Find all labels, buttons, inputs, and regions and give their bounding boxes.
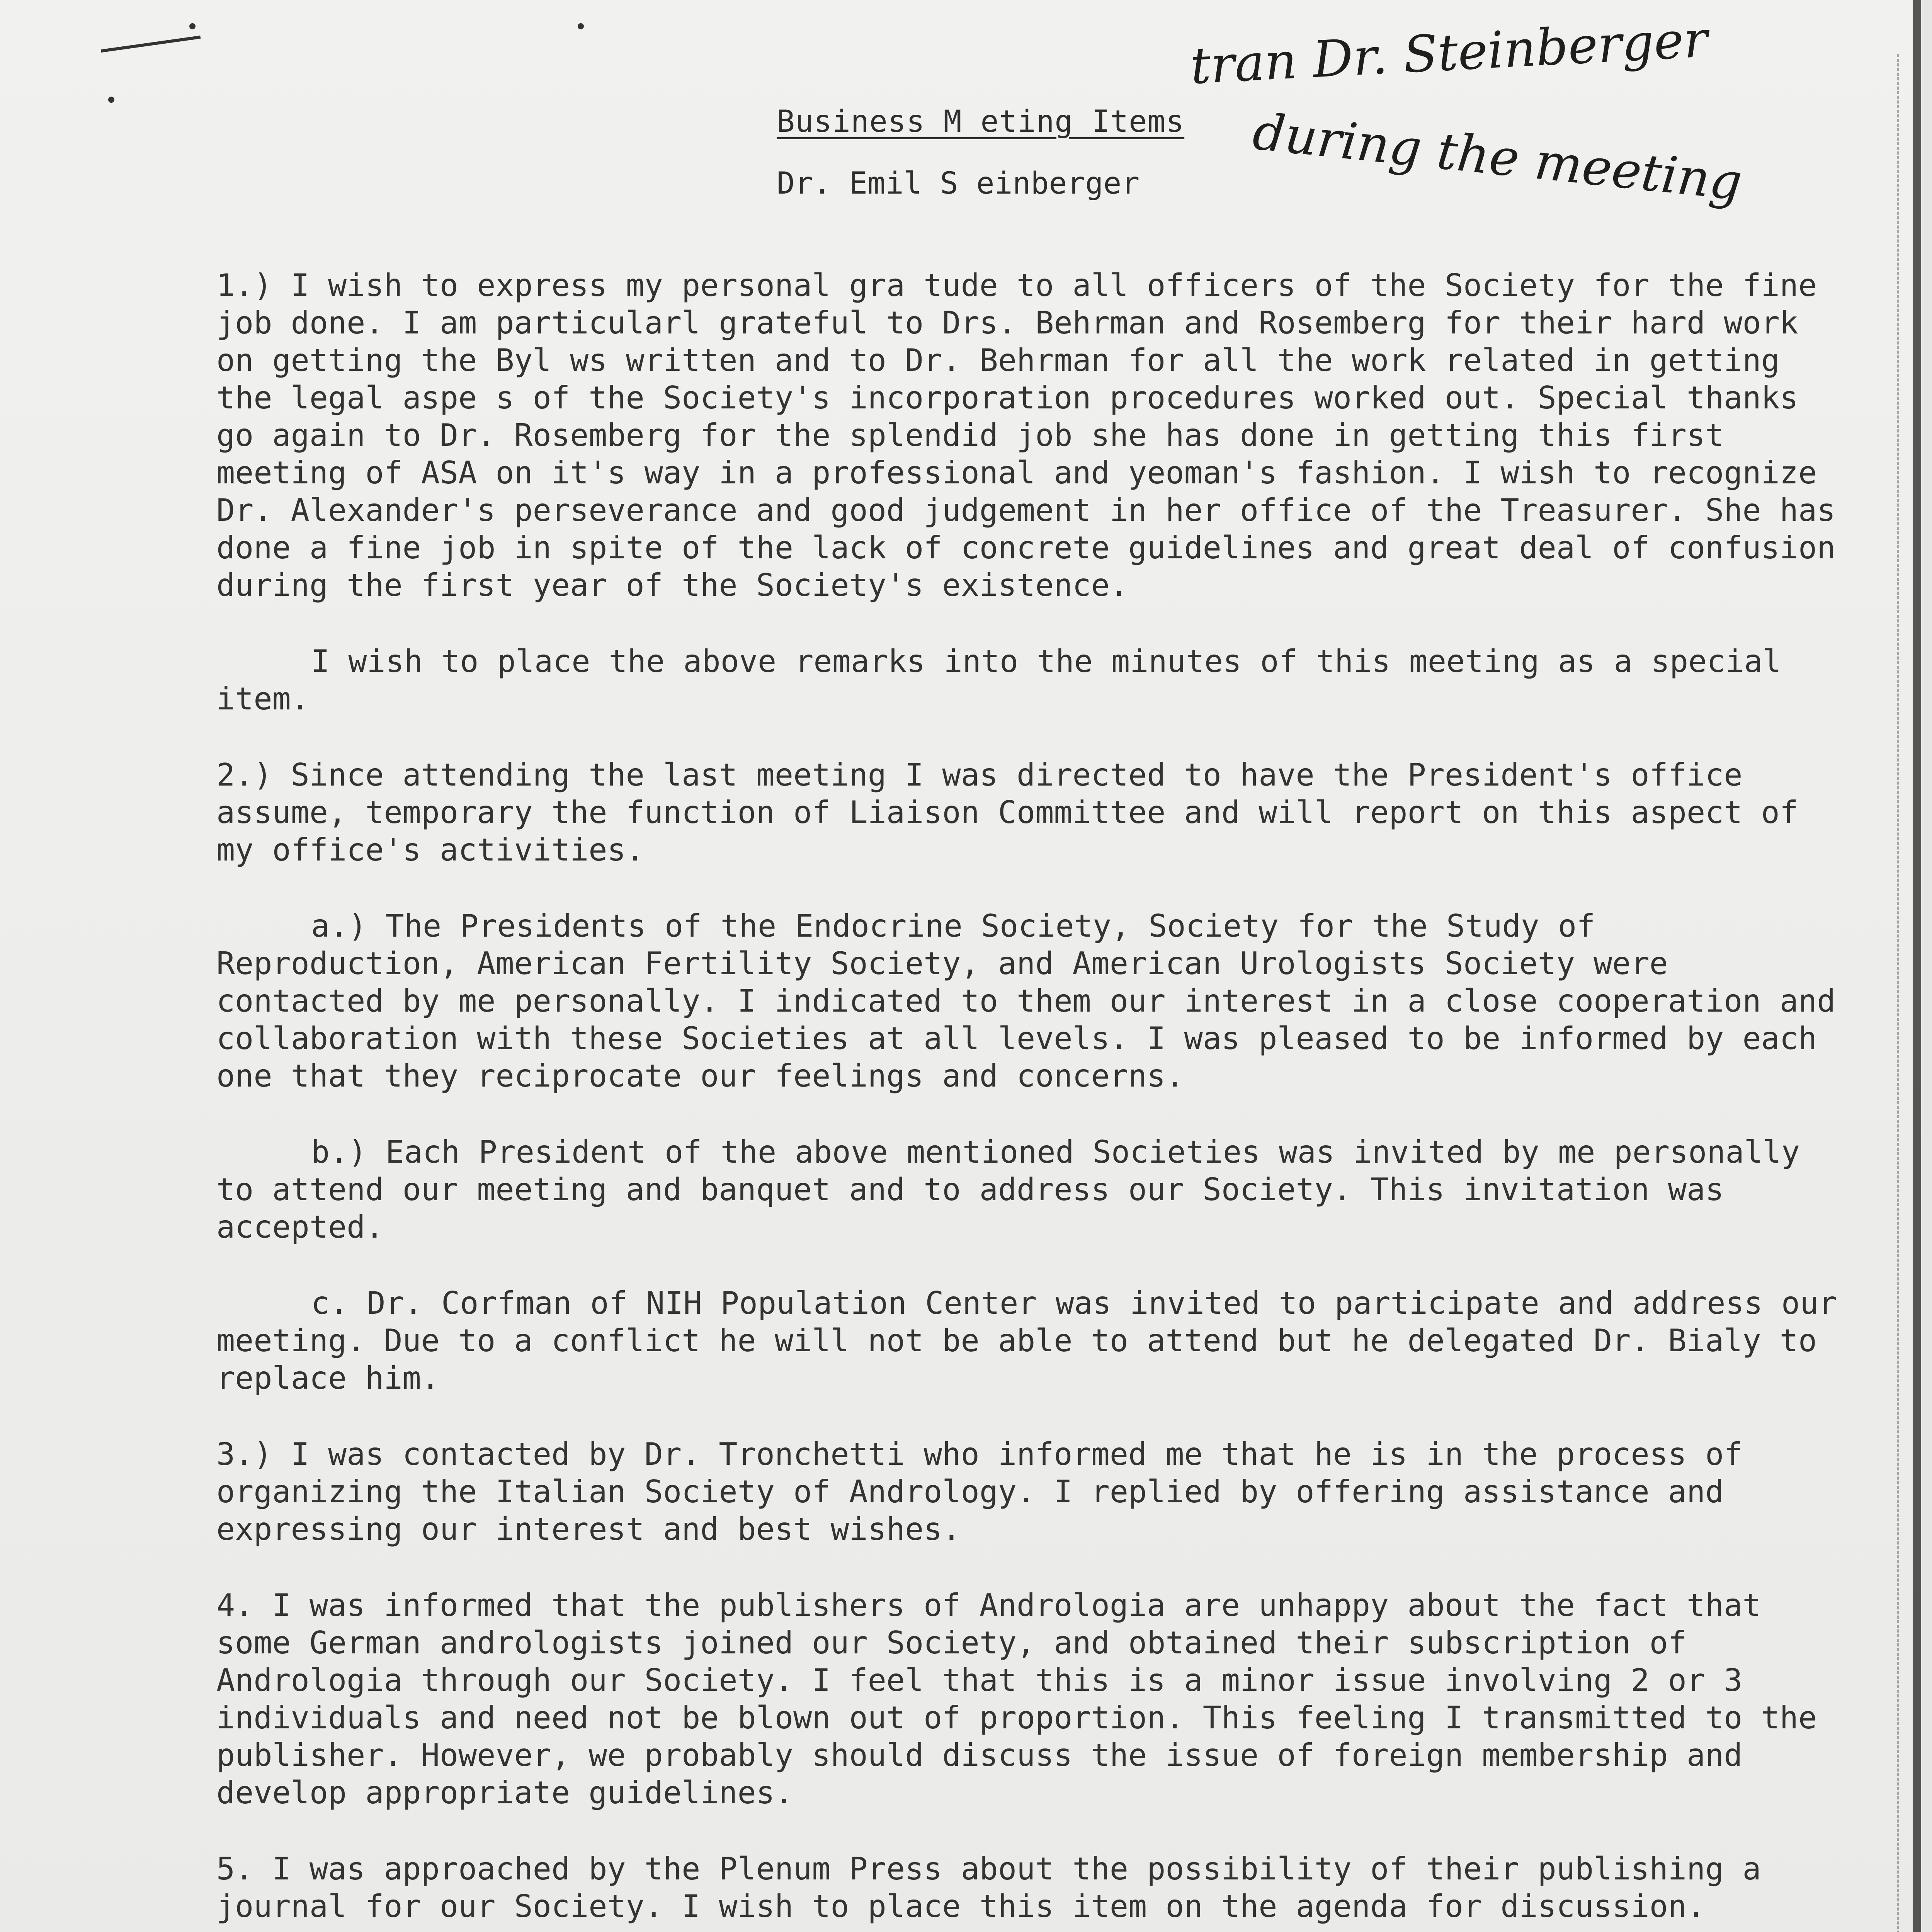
item-2a-paragraph: a.) The Presidents of the Endocrine Society, Society for the Study of Reproduction, American Fertility Society, and American Urologists Society were contacted by me personally. I indicated to them our interest in a close cooperation and collaboration with these Societies at all levels. I was pleased to be informed by each one that they reciprocate our feelings and concerns.	[216, 908, 1836, 1094]
scan-edge-border	[1913, 0, 1921, 1932]
item-2b-paragraph: b.) Each President of the above mentioned Societies was invited by me personally to attend our meeting and banquet and to address our Society. This invitation was accepted.	[216, 1134, 1800, 1245]
document-body	[216, 267, 1839, 1932]
author-line: Dr. Emil S einberger	[777, 166, 1140, 201]
handwritten-note-line-2: during the meeting	[1250, 102, 1745, 212]
handwritten-note-line-1: tran Dr. Steinberger	[1189, 10, 1709, 95]
scan-dashed-edge	[1897, 54, 1899, 1932]
item-5-paragraph: 5. I was approached by the Plenum Press about the possibility of their publishing a journal for our Society. I wish to place this item on the agenda for discussion.	[216, 1851, 1761, 1924]
item-1-paragraph: 1.) I wish to express my personal gra tude to all officers of the Society for the fine job done. I am particularl grateful to Drs. Behrman and Rosemberg for their hard work on getting the Byl ws written and to Dr. Behrman for all the work related in getting the legal aspe s of the Society's incorporation procedures worked out. Special thanks go again to Dr. Rosemberg for the splendid job she has done in getting this first meeting of ASA on it's way in a professional and yeoman's fashion. I wish to recognize Dr. Alexander's perseverance and good judgement in her office of the Treasurer. She has done a fine job in spite of the lack of concrete guidelines and great deal of confusion during the first year of the Society's existence.	[216, 267, 1836, 603]
scan-margin	[1921, 0, 1932, 1932]
item-1-remark-paragraph: I wish to place the above remarks into the minutes of this meeting as a special item.	[216, 643, 1781, 717]
speck-mark	[189, 23, 196, 29]
page-title: Business M eting Items	[777, 104, 1185, 139]
corner-pen-mark	[101, 36, 201, 53]
item-3-paragraph: 3.) I was contacted by Dr. Tronchetti who informed me that he is in the process of organizing the Italian Society of Andrology. I replied by offering assistance and expressing our interest and best wishes.	[216, 1436, 1743, 1547]
speck-mark	[578, 23, 584, 29]
item-2c-paragraph: c. Dr. Corfman of NIH Population Center was invited to participate and address our meeting. Due to a conflict he will not be able to attend but he delegated Dr. Bialy to replace him.	[216, 1285, 1837, 1396]
speck-mark	[108, 97, 114, 103]
item-4-paragraph: 4. I was informed that the publishers of Andrologia are unhappy about the fact that some German andrologists joined our Society, and obtained their subscription of Andrologia through our Society. I feel that this is a minor issue involving 2 or 3 individuals and need not be blown out of proportion. This feeling I transmitted to the publisher. However, we probably should discuss the issue of foreign membership and develop appropriate guidelines.	[216, 1587, 1817, 1811]
item-2-paragraph: 2.) Since attending the last meeting I was directed to have the President's office assume, temporary the function of Liaison Committee and will report on this aspect of my office's activities.	[216, 757, 1798, 868]
